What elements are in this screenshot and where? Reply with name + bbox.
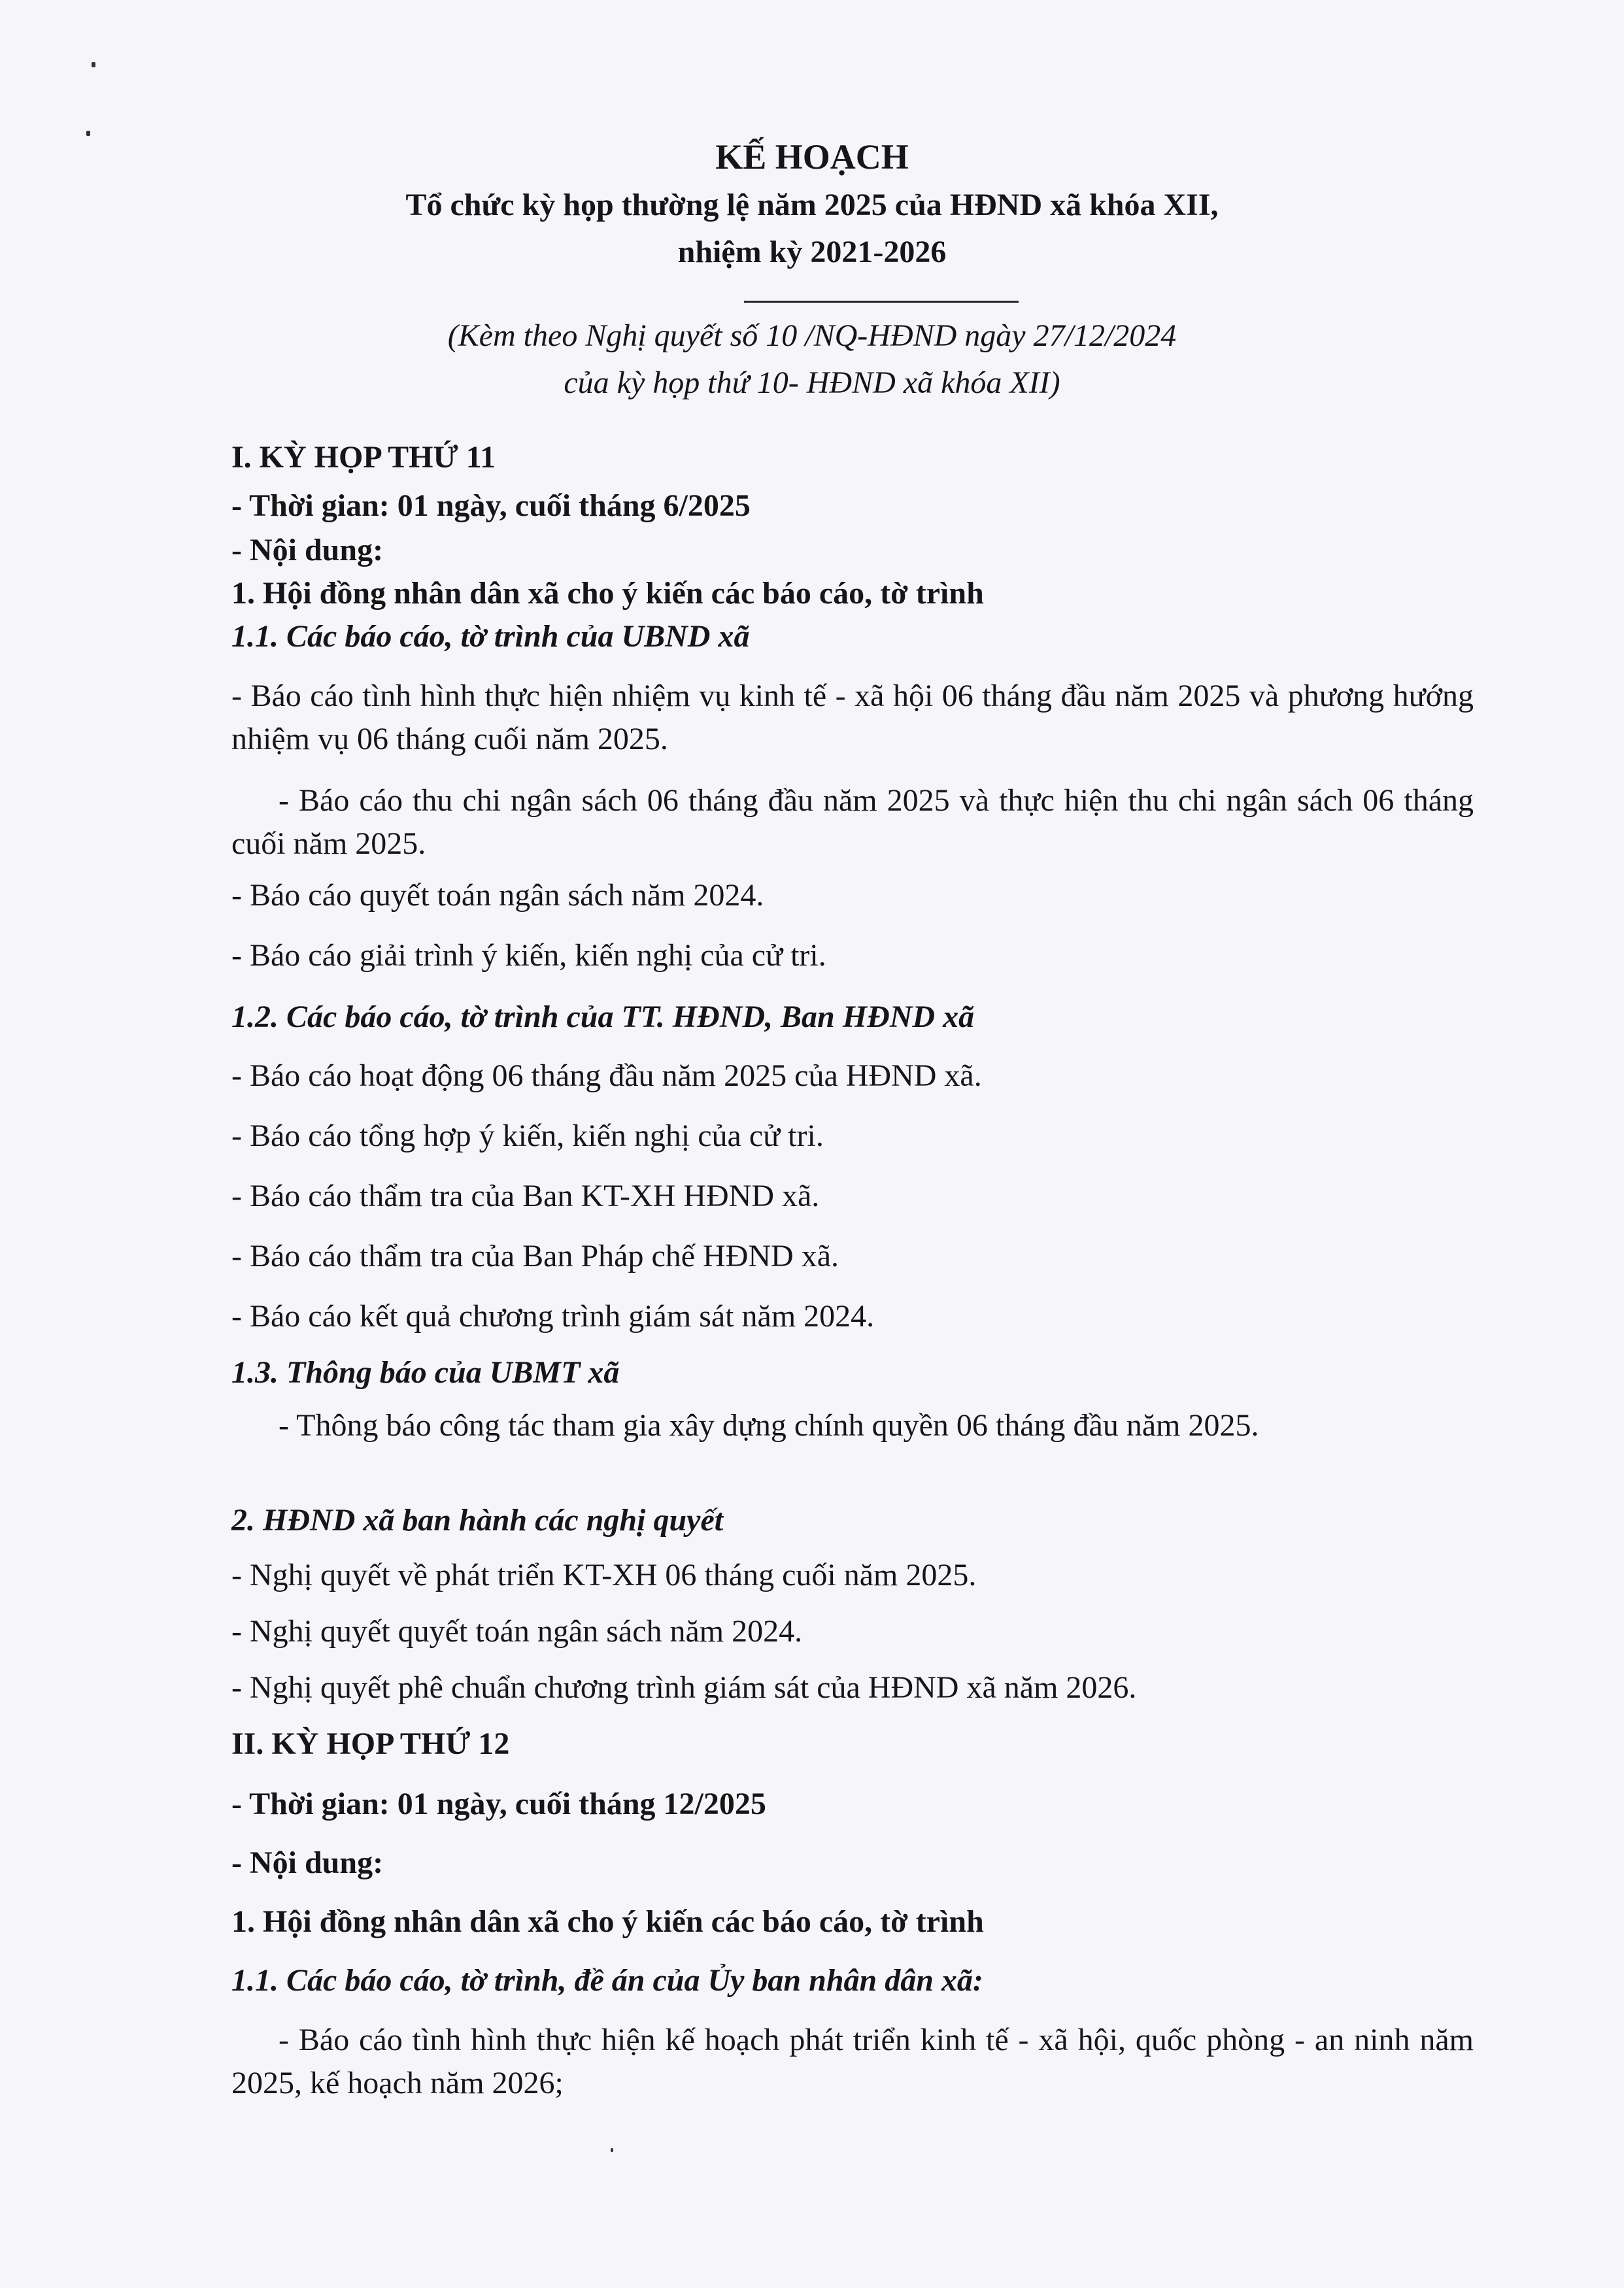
- subtitle-line-2: nhiệm kỳ 2021-2026: [677, 235, 947, 269]
- scan-speck: [92, 62, 95, 67]
- subtitle-line-1: Tổ chức kỳ họp thường lệ năm 2025 của HĐND xã khóa XII,: [405, 188, 1219, 222]
- attachment-note: [0, 312, 1624, 407]
- section-1-sub-1-2-item-2: - Báo cáo tổng hợp ý kiến, kiến nghị của cử tri.: [231, 1119, 824, 1153]
- section-1-sub-1-1-item-4: - Báo cáo giải trình ý kiến, kiến nghị của cử tri.: [231, 938, 826, 973]
- document-subtitle: [0, 182, 1624, 276]
- section-1-sub-1-1-item-2: - Báo cáo thu chi ngân sách 06 tháng đầu năm 2025 và thực hiện thu chi ngân sách 06 tháng cuối năm 2025.: [231, 783, 1474, 861]
- section-2-time: - Thời gian: 01 ngày, cuối tháng 12/2025: [231, 1787, 766, 1821]
- section-1-part-1-heading: 1. Hội đồng nhân dân xã cho ý kiến các báo cáo, tờ trình: [231, 576, 984, 611]
- document-title: KẾ HOẠCH: [715, 137, 909, 177]
- scan-speck: [611, 2148, 613, 2152]
- section-1-sub-1-1-item-1: - Báo cáo tình hình thực hiện nhiệm vụ kinh tế - xã hội 06 tháng đầu năm 2025 và phương hướng nhiệm vụ 06 tháng cuối năm 2025.: [231, 679, 1474, 756]
- section-1-sub-1-3-heading: 1.3. Thông báo của UBMT xã: [231, 1355, 620, 1390]
- section-1-sub-1-2-item-4: - Báo cáo thẩm tra của Ban Pháp chế HĐND xã.: [231, 1239, 839, 1273]
- section-1-sub-1-1-item-3: - Báo cáo quyết toán ngân sách năm 2024.: [231, 878, 764, 913]
- section-1-heading: I. KỲ HỌP THỨ 11: [231, 440, 496, 475]
- section-1-sub-1-2-item-1: - Báo cáo hoạt động 06 tháng đầu năm 2025 của HĐND xã.: [231, 1058, 982, 1093]
- section-1-part-2-heading: 2. HĐND xã ban hành các nghị quyết: [231, 1503, 724, 1538]
- section-1-part-2-item-2: - Nghị quyết quyết toán ngân sách năm 2024.: [231, 1614, 803, 1649]
- section-1-part-2-item-3: - Nghị quyết phê chuẩn chương trình giám sát của HĐND xã năm 2026.: [231, 1670, 1137, 1705]
- section-1-time: - Thời gian: 01 ngày, cuối tháng 6/2025: [231, 488, 751, 523]
- section-2-sub-1-1-item-1: - Báo cáo tình hình thực hiện kế hoạch phát triển kinh tế - xã hội, quốc phòng - an ninh năm 2025, kế hoạch năm 2026;: [231, 2023, 1474, 2100]
- section-1-sub-1-2-item-5: - Báo cáo kết quả chương trình giám sát năm 2024.: [231, 1299, 875, 1334]
- attachment-line-2: của kỳ họp thứ 10- HĐND xã khóa XII): [564, 365, 1060, 400]
- section-1-part-2-item-1: - Nghị quyết về phát triển KT-XH 06 tháng cuối năm 2025.: [231, 1558, 977, 1592]
- attachment-line-1: (Kèm theo Nghị quyết số 10 /NQ-HĐND ngày 27/12/2024: [447, 318, 1177, 353]
- section-2-heading: II. KỲ HỌP THỨ 12: [231, 1726, 510, 1761]
- section-2-sub-1-1-heading: 1.1. Các báo cáo, tờ trình, đề án của Ủy ban nhân dân xã:: [231, 1963, 983, 1998]
- title-underline: [744, 301, 1019, 303]
- section-1-sub-1-2-item-3: - Báo cáo thẩm tra của Ban KT-XH HĐND xã.: [231, 1179, 820, 1213]
- section-1-content-label: - Nội dung:: [231, 533, 384, 567]
- section-1-sub-1-1-heading: 1.1. Các báo cáo, tờ trình của UBND xã: [231, 619, 750, 654]
- section-1-sub-1-2-heading: 1.2. Các báo cáo, tờ trình của TT. HĐND, Ban HĐND xã: [231, 1000, 975, 1034]
- section-2-part-1-heading: 1. Hội đồng nhân dân xã cho ý kiến các báo cáo, tờ trình: [231, 1904, 984, 1939]
- section-1-sub-1-3-item-1: - Thông báo công tác tham gia xây dựng chính quyền 06 tháng đầu năm 2025.: [279, 1408, 1259, 1443]
- section-2-content-label: - Nội dung:: [231, 1845, 384, 1880]
